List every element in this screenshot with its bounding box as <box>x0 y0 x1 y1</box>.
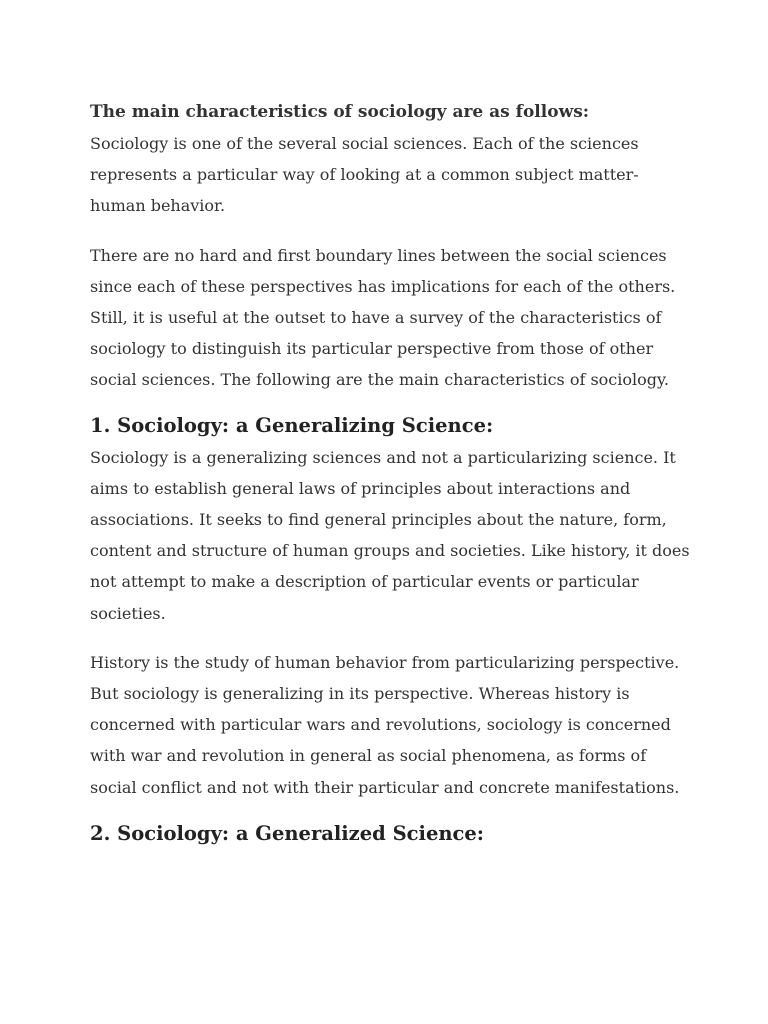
intro-paragraph-1: Sociology is one of the several social sciences. Each of the sciences represents a particular way of looking at a common subject matter-human behavior. <box>90 134 639 216</box>
section-heading-2: 2. Sociology: a Generalized Science: <box>90 821 485 845</box>
section-1-paragraph-1: Sociology is a generalizing sciences and not a particularizing science. It aims to establish general laws of principles about interactions and associations. It seeks to find general principles about the nature, form, content and structure of human groups and societies. Like history, it does not attempt to make a description of particular events or particular societies. <box>90 447 690 623</box>
intro-paragraph-2: There are no hard and first boundary lines between the social sciences since each of these perspectives has implications for each of the others. Still, it is useful at the outset to have a survey of the characteristics of sociology to distinguish its particular perspective from those of other social sciences. The following are the main characteristics of sociology. <box>90 245 676 390</box>
intro-title: The main characteristics of sociology are as follows: <box>90 102 590 122</box>
document-page <box>90 97 690 850</box>
section-1-paragraph-2: History is the study of human behavior from particularizing perspective. But sociology is generalizing in its perspective. Whereas history is concerned with particular wars and revolutions, sociology is concerned with war and revolution in general as social phenomena, as forms of social conflict and not with their particular and concrete manifestations. <box>90 652 680 797</box>
section-heading-1: 1. Sociology: a Generalizing Science: <box>90 413 494 437</box>
